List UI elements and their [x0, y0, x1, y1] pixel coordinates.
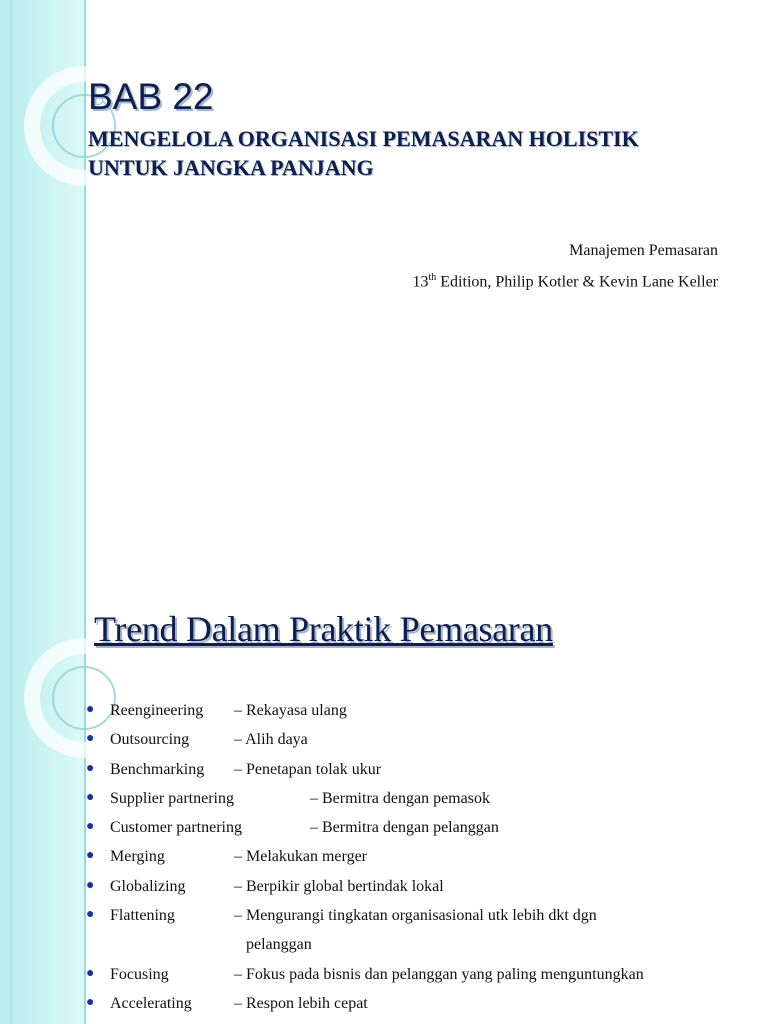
bullet-dot-icon: ● — [86, 907, 95, 923]
decorative-line — [10, 576, 12, 1024]
bullet-dot-icon: ● — [86, 965, 95, 981]
bullet-dot-icon: ● — [86, 731, 95, 747]
item-term: Merging — [110, 848, 165, 866]
chapter-subtitle-line-1: MENGELOLA ORGANISASI PEMASARAN HOLISTIK — [88, 126, 639, 151]
item-description: – Bermitra dengan pemasok — [310, 789, 490, 807]
item-description: – Respon lebih cepat — [234, 994, 368, 1012]
list-item — [86, 700, 766, 729]
bullet-dot-icon: ● — [86, 760, 95, 776]
chapter-title: BAB 22 — [88, 76, 214, 117]
bullet-dot-icon: ● — [86, 789, 95, 805]
item-description-continuation: pelanggan — [246, 936, 312, 954]
list-item — [86, 817, 766, 846]
item-term: Customer partnering — [110, 819, 242, 837]
bullet-dot-icon: ● — [86, 819, 95, 835]
item-term: Supplier partnering — [110, 789, 234, 807]
list-item — [86, 729, 766, 758]
edition-suffix: th — [428, 272, 437, 283]
item-term: Globalizing — [110, 877, 186, 895]
decorative-line — [10, 0, 12, 576]
edition-number: 13 — [412, 273, 429, 291]
list-item — [86, 846, 766, 875]
item-term: Flattening — [110, 907, 175, 925]
item-term: Outsourcing — [110, 731, 190, 749]
list-item — [86, 993, 766, 1022]
slide-heading: Trend Dalam Praktik Pemasaran — [94, 609, 553, 649]
item-description: – Penetapan tolak ukur — [234, 760, 382, 778]
bullet-dot-icon: ● — [86, 848, 95, 864]
chapter-subtitle-line-2: UNTUK JANGKA PANJANG — [88, 155, 374, 180]
item-term: Focusing — [110, 965, 169, 983]
book-title: Manajemen Pemasaran — [569, 242, 718, 259]
list-item — [86, 905, 766, 934]
chapter-subtitle — [88, 124, 748, 182]
book-edition — [413, 272, 719, 291]
item-term: Reengineering — [110, 702, 204, 719]
list-item — [86, 759, 766, 788]
bullet-dot-icon: ● — [86, 702, 95, 717]
item-term: Benchmarking — [110, 760, 205, 778]
list-item — [86, 788, 766, 817]
edition-authors: Edition, Philip Kotler & Kevin Lane Keller — [436, 273, 718, 291]
bullet-dot-icon: ● — [86, 877, 95, 893]
item-term: Accelerating — [110, 994, 192, 1012]
item-description: – Berpikir global bertindak lokal — [234, 877, 444, 895]
item-description: – Rekayasa ulang — [234, 702, 347, 719]
item-description: – Fokus pada bisnis dan pelanggan yang paling menguntungkan — [234, 965, 644, 983]
item-description: – Bermitra dengan pelanggan — [310, 819, 499, 837]
trend-list — [86, 700, 766, 1022]
slide-trends — [0, 576, 768, 1024]
item-description: – Melakukan merger — [234, 848, 367, 866]
bullet-dot-icon: ● — [86, 994, 95, 1010]
item-description: – Mengurangi tingkatan organisasional utk lebih dkt dgn — [234, 907, 597, 925]
list-item — [86, 964, 766, 993]
list-item-continuation — [86, 934, 766, 963]
list-item — [86, 876, 766, 905]
item-description: – Alih daya — [234, 731, 308, 749]
